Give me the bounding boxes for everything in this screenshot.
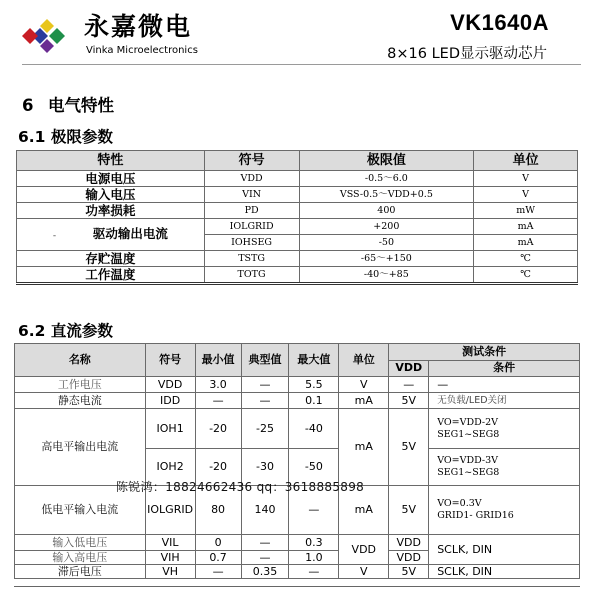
column-header: 条件 xyxy=(429,360,580,377)
column-header: 单位 xyxy=(474,151,578,171)
brand-name-en: Vinka Microelectronics xyxy=(86,45,198,56)
param-condition xyxy=(429,486,580,535)
param-unit: mW xyxy=(474,203,578,219)
param-unit: mA xyxy=(339,486,389,535)
column-header: 符号 xyxy=(204,151,299,171)
param-min: 0.7 xyxy=(195,551,241,565)
param-typ: -25 xyxy=(241,409,289,449)
param-unit: V xyxy=(339,377,389,393)
param-value: 400 xyxy=(299,203,474,219)
param-symbol: IOLGRID xyxy=(204,219,299,235)
param-symbol: IOHSEG xyxy=(204,235,299,251)
param-symbol: TSTG xyxy=(204,251,299,267)
param-name: 静态电流 xyxy=(15,393,146,409)
param-value: +200 xyxy=(299,219,474,235)
param-vdd: 5V xyxy=(389,409,429,486)
param-min: 80 xyxy=(195,486,241,535)
param-condition xyxy=(429,449,580,486)
param-typ: — xyxy=(241,535,289,551)
param-name: 驱动输出电流 xyxy=(92,225,168,241)
param-value: -40～+85 xyxy=(299,267,474,283)
param-name: 功率损耗 xyxy=(17,203,205,219)
contact-watermark: 陈锐鸿：18824662436 qq：3618885898 xyxy=(116,480,365,494)
param-symbol: VDD xyxy=(204,171,299,187)
param-name: 存贮温度 xyxy=(17,251,205,267)
param-symbol: VH xyxy=(145,565,195,579)
param-min: 3.0 xyxy=(195,377,241,393)
table-header-row xyxy=(17,151,578,171)
column-header: 单位 xyxy=(339,344,389,377)
table-header-row xyxy=(15,344,580,361)
param-condition: — xyxy=(429,377,580,393)
param-unit: mA xyxy=(474,219,578,235)
table-bottom-rule xyxy=(16,282,578,285)
param-vdd: — xyxy=(389,377,429,393)
param-typ: — xyxy=(241,393,289,409)
param-min: — xyxy=(195,393,241,409)
param-name: 输入低电压 xyxy=(15,535,146,551)
param-max: — xyxy=(289,486,339,535)
brand-name-cn: 永嘉微电 xyxy=(84,12,193,41)
absolute-max-ratings-table xyxy=(16,150,578,283)
param-typ: 0.35 xyxy=(241,565,289,579)
param-unit: ℃ xyxy=(474,251,578,267)
param-name: 低电平输入电流 xyxy=(15,486,146,535)
column-header: 最小值 xyxy=(195,344,241,377)
condition-line: VO=0.3V xyxy=(437,498,482,509)
param-max: 1.0 xyxy=(289,551,339,565)
param-symbol: VIH xyxy=(145,551,195,565)
param-typ: — xyxy=(241,551,289,565)
param-condition: SCLK, DIN xyxy=(429,565,580,579)
dc-parameters-table xyxy=(14,343,580,579)
param-max: — xyxy=(289,565,339,579)
section-heading xyxy=(22,92,114,116)
param-name: 工作温度 xyxy=(17,267,205,283)
header-divider xyxy=(22,64,581,65)
param-vdd: VDD xyxy=(389,535,429,551)
param-value: -0.5～6.0 xyxy=(299,171,474,187)
param-symbol: IOLGRID xyxy=(145,486,195,535)
column-header: 特性 xyxy=(17,151,205,171)
param-vdd: 5V xyxy=(389,486,429,535)
table-row xyxy=(17,251,578,267)
param-name-cell xyxy=(17,219,205,251)
param-symbol: VIN xyxy=(204,187,299,203)
param-unit: V xyxy=(339,565,389,579)
table-row xyxy=(17,219,578,235)
condition-line: VO=VDD-3V xyxy=(437,455,499,466)
param-name: 电源电压 xyxy=(17,171,205,187)
param-max: -40 xyxy=(289,409,339,449)
column-header: 名称 xyxy=(15,344,146,377)
param-condition: 无负载/LED关闭 xyxy=(429,393,580,409)
subsection-heading-limits: 6.1 极限参数 xyxy=(18,128,113,146)
param-vdd: 5V xyxy=(389,393,429,409)
condition-line: SEG1~SEG8 xyxy=(437,467,500,478)
page-header xyxy=(0,0,596,70)
param-max: -50 xyxy=(289,449,339,486)
param-unit: ℃ xyxy=(474,267,578,283)
param-name: 工作电压 xyxy=(15,377,146,393)
param-condition: SCLK, DIN xyxy=(429,535,580,565)
param-value: VSS-0.5～VDD+0.5 xyxy=(299,187,474,203)
table-row xyxy=(15,535,580,551)
table-row xyxy=(17,267,578,283)
condition-line: GRID1- GRID16 xyxy=(437,510,514,521)
column-header: 测试条件 xyxy=(389,344,580,361)
section-title: 电气特性 xyxy=(48,96,114,115)
param-condition xyxy=(429,409,580,449)
table-row xyxy=(17,171,578,187)
column-header: 典型值 xyxy=(241,344,289,377)
column-header: 极限值 xyxy=(299,151,474,171)
param-symbol: TOTG xyxy=(204,267,299,283)
column-header: 最大值 xyxy=(289,344,339,377)
subsection-heading-dc: 6.2 直流参数 xyxy=(18,322,113,340)
section-number: 6 xyxy=(22,96,34,115)
param-name: 输入电压 xyxy=(17,187,205,203)
page-bottom-rule xyxy=(14,586,580,587)
param-typ: — xyxy=(241,377,289,393)
table-row xyxy=(15,409,580,449)
param-name: 高电平输出电流 xyxy=(15,409,146,486)
document-subtitle: 8×16 LED显示驱动芯片 xyxy=(387,46,547,62)
table-row xyxy=(17,203,578,219)
param-unit: mA xyxy=(339,393,389,409)
param-symbol: IDD xyxy=(145,393,195,409)
param-unit: mA xyxy=(339,409,389,486)
param-name: 滞后电压 xyxy=(15,565,146,579)
param-typ: 140 xyxy=(241,486,289,535)
table-row xyxy=(15,377,580,393)
param-min: 0 xyxy=(195,535,241,551)
param-vdd: 5V xyxy=(389,565,429,579)
param-name: 输入高电压 xyxy=(15,551,146,565)
table-row xyxy=(15,393,580,409)
table-row xyxy=(15,565,580,579)
condition-line: VO=VDD-2V xyxy=(437,416,499,428)
dash-mark: - xyxy=(52,230,57,241)
param-min: -20 xyxy=(195,409,241,449)
param-symbol: VIL xyxy=(145,535,195,551)
param-max: 5.5 xyxy=(289,377,339,393)
param-symbol: IOH1 xyxy=(145,409,195,449)
param-unit: V xyxy=(474,187,578,203)
column-header: VDD xyxy=(389,360,429,377)
param-typ: -30 xyxy=(241,449,289,486)
condition-line: SEG1~SEG8 xyxy=(437,428,500,440)
param-value: -50 xyxy=(299,235,474,251)
param-unit: VDD xyxy=(339,535,389,565)
vinka-logo-icon xyxy=(22,18,74,54)
param-unit: V xyxy=(474,171,578,187)
param-unit: mA xyxy=(474,235,578,251)
param-min: — xyxy=(195,565,241,579)
param-symbol: IOH2 xyxy=(145,449,195,486)
param-value: -65～+150 xyxy=(299,251,474,267)
param-symbol: PD xyxy=(204,203,299,219)
table-row xyxy=(17,187,578,203)
column-header: 符号 xyxy=(145,344,195,377)
param-min: -20 xyxy=(195,449,241,486)
param-max: 0.3 xyxy=(289,535,339,551)
param-symbol: VDD xyxy=(145,377,195,393)
document-title: VK1640A xyxy=(450,10,549,35)
param-max: 0.1 xyxy=(289,393,339,409)
param-vdd: VDD xyxy=(389,551,429,565)
